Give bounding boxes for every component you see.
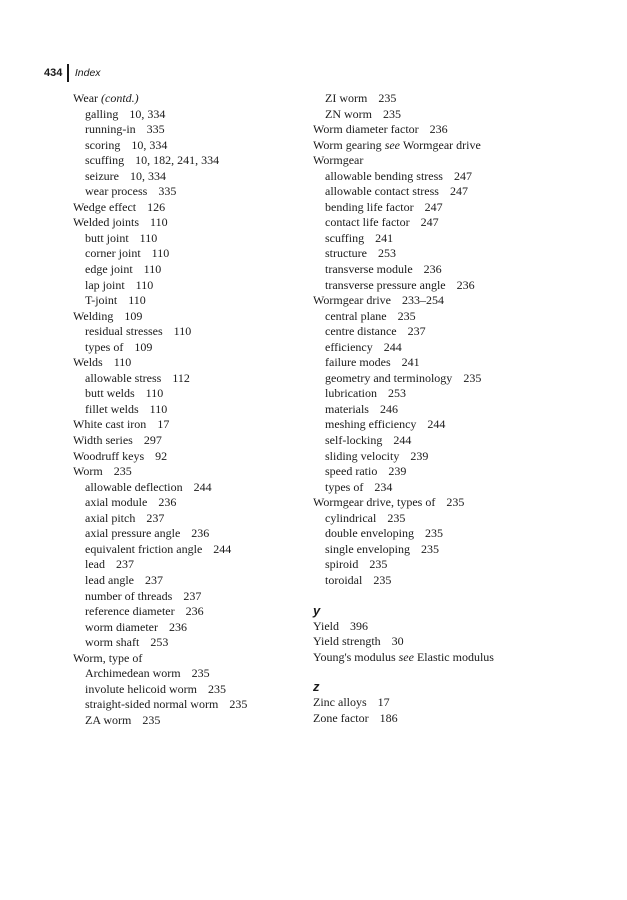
entry-term: single enveloping xyxy=(325,541,410,556)
entry-term: Zone factor xyxy=(313,710,369,725)
index-entry xyxy=(73,651,313,667)
index-subentry xyxy=(73,246,313,262)
entry-term: axial pitch xyxy=(85,510,136,525)
entry-pages: 110 xyxy=(135,277,154,292)
entry-term: efficiency xyxy=(325,339,373,354)
entry-pages: 235 xyxy=(387,510,406,525)
index-subentry xyxy=(73,324,313,340)
index-subentry xyxy=(73,184,313,200)
index-subentry xyxy=(313,480,603,496)
index-subentry xyxy=(313,371,603,387)
index-subentry xyxy=(73,122,313,138)
entry-term: lap joint xyxy=(85,277,125,292)
page-number: 434 xyxy=(44,66,63,79)
entry-pages: 110 xyxy=(173,324,192,339)
entry-term: Wormgear xyxy=(313,153,364,168)
index-subentry xyxy=(313,355,603,371)
entry-pages: 246 xyxy=(379,401,398,416)
entry-term: Archimedean worm xyxy=(85,666,181,681)
entry-term: Worm, type of xyxy=(73,650,143,665)
entry-term: structure xyxy=(325,246,367,261)
entry-term: Woodruff keys xyxy=(73,448,145,463)
index-entry xyxy=(73,91,313,107)
entry-pages: 237 xyxy=(146,510,165,525)
entry-pages: 247 xyxy=(449,184,468,199)
index-subentry xyxy=(313,340,603,356)
index-subentry xyxy=(313,309,603,325)
entry-pages: 110 xyxy=(128,293,146,308)
entry-pages: 247 xyxy=(453,168,472,183)
index-subentry xyxy=(313,324,603,340)
index-subentry xyxy=(313,464,603,480)
index-subentry xyxy=(313,417,603,433)
index-entry xyxy=(73,215,313,231)
index-entry xyxy=(313,153,603,169)
entry-term: Worm diameter factor xyxy=(313,122,419,137)
entry-pages: 10, 182, 241, 334 xyxy=(135,153,220,168)
entry-term: residual stresses xyxy=(85,324,163,339)
index-subentry xyxy=(73,542,313,558)
index-subentry xyxy=(73,480,313,496)
entry-term: failure modes xyxy=(325,355,391,370)
entry-term: types of xyxy=(325,479,364,494)
index-entry xyxy=(73,464,313,480)
index-entry xyxy=(73,309,313,325)
index-subentry xyxy=(73,511,313,527)
index-subentry xyxy=(313,107,603,123)
entry-pages: 237 xyxy=(144,572,163,587)
entry-pages: 10, 334 xyxy=(129,168,166,183)
entry-pages: 235 xyxy=(373,572,392,587)
entry-pages: 186 xyxy=(379,710,398,725)
entry-term: White cast iron xyxy=(73,417,147,432)
entry-pages: 235 xyxy=(446,495,465,510)
entry-pages: 110 xyxy=(139,230,158,245)
entry-term: transverse pressure angle xyxy=(325,277,446,292)
entry-pages: 236 xyxy=(191,526,210,541)
index-entry xyxy=(313,138,603,154)
entry-term: Width series xyxy=(73,433,133,448)
entry-pages: 236 xyxy=(158,495,177,510)
entry-pages: 396 xyxy=(350,618,368,633)
entry-term: involute helicoid worm xyxy=(85,681,197,696)
entry-term: ZI worm xyxy=(325,91,368,105)
entry-term: transverse module xyxy=(325,262,413,277)
index-entry xyxy=(313,634,603,650)
entry-pages: 235 xyxy=(229,697,248,712)
see-reference: see xyxy=(398,649,414,664)
index-entry xyxy=(73,200,313,216)
entry-term: seizure xyxy=(85,168,119,183)
entry-pages: 236 xyxy=(185,604,204,619)
entry-term: self-locking xyxy=(325,433,383,448)
entry-term: Young's modulus xyxy=(313,649,396,664)
entry-pages: 109 xyxy=(134,339,153,354)
entry-term: T-joint xyxy=(85,293,118,308)
entry-term: allowable stress xyxy=(85,370,162,385)
entry-term: meshing efficiency xyxy=(325,417,417,432)
index-subentry xyxy=(73,231,313,247)
entry-term: butt welds xyxy=(85,386,135,401)
index-subentry xyxy=(73,262,313,278)
index-subentry xyxy=(313,557,603,573)
letter-heading: z xyxy=(313,679,320,695)
index-subentry xyxy=(313,262,603,278)
entry-term: lubrication xyxy=(325,386,377,401)
index-subentry xyxy=(73,526,313,542)
index-subentry xyxy=(73,386,313,402)
index-subentry xyxy=(73,340,313,356)
index-subentry xyxy=(313,169,603,185)
entry-term: ZN worm xyxy=(325,106,372,121)
entry-term: geometry and terminology xyxy=(325,370,453,385)
index-entry xyxy=(73,355,313,371)
entry-pages: 235 xyxy=(397,308,416,323)
index-subentry xyxy=(313,231,603,247)
entry-pages: 236 xyxy=(423,262,442,277)
section-spacer xyxy=(313,589,603,603)
index-subentry xyxy=(313,433,603,449)
index-subentry xyxy=(73,620,313,636)
entry-pages: 237 xyxy=(116,557,134,572)
see-target: Wormgear drive xyxy=(402,137,481,152)
entry-pages: 110 xyxy=(143,262,162,277)
entry-pages: 241 xyxy=(375,230,394,245)
entry-term: edge joint xyxy=(85,262,133,277)
entry-pages: 239 xyxy=(388,464,407,479)
entry-pages: 237 xyxy=(183,588,202,603)
entry-term: speed ratio xyxy=(325,464,378,479)
entry-term: centre distance xyxy=(325,324,397,339)
index-subentry xyxy=(313,526,603,542)
entry-term: Wedge effect xyxy=(73,199,137,214)
entry-pages: 235 xyxy=(463,370,482,385)
index-entry xyxy=(73,417,313,433)
entry-continued: (contd.) xyxy=(101,91,139,105)
index-subentry xyxy=(73,402,313,418)
entry-pages: 236 xyxy=(456,277,475,292)
entry-term: axial pressure angle xyxy=(85,526,181,541)
letter-heading: y xyxy=(313,602,321,618)
index-entry xyxy=(313,122,603,138)
entry-pages: 235 xyxy=(378,91,397,105)
index-subentry xyxy=(73,371,313,387)
entry-term: scuffing xyxy=(85,153,125,168)
entry-term: axial module xyxy=(85,495,148,510)
entry-pages: 109 xyxy=(124,308,143,323)
entry-pages: 335 xyxy=(146,122,165,137)
see-target: Elastic modulus xyxy=(416,649,494,664)
entry-pages: 110 xyxy=(151,246,170,261)
index-subentry xyxy=(73,604,313,620)
entry-term: galling xyxy=(85,106,119,121)
entry-term: Wormgear drive xyxy=(313,293,391,308)
entry-pages: 110 xyxy=(145,386,164,401)
index-subentry xyxy=(313,246,603,262)
entry-term: fillet welds xyxy=(85,401,139,416)
entry-term: allowable bending stress xyxy=(325,168,443,183)
entry-term: ZA worm xyxy=(85,712,132,727)
entry-term: bending life factor xyxy=(325,199,414,214)
entry-term: lead xyxy=(85,557,105,572)
entry-term: lead angle xyxy=(85,572,134,587)
entry-pages: 235 xyxy=(424,526,443,541)
entry-pages: 244 xyxy=(213,541,232,556)
entry-pages: 17 xyxy=(377,695,390,710)
entry-pages: 233–254 xyxy=(402,293,444,308)
entry-term: corner joint xyxy=(85,246,141,261)
entry-term: butt joint xyxy=(85,230,129,245)
entry-term: running-in xyxy=(85,122,136,137)
entry-pages: 247 xyxy=(420,215,439,230)
entry-pages: 244 xyxy=(393,433,412,448)
entry-term: Yield xyxy=(313,618,339,633)
entry-pages: 235 xyxy=(113,464,132,479)
entry-term: allowable contact stress xyxy=(325,184,439,199)
entry-term: straight-sided normal worm xyxy=(85,697,219,712)
entry-term: equivalent friction angle xyxy=(85,541,203,556)
index-column-left xyxy=(73,91,313,728)
entry-pages: 235 xyxy=(191,666,210,681)
entry-pages: 234 xyxy=(374,479,393,494)
index-subentry xyxy=(313,184,603,200)
entry-term: scuffing xyxy=(325,230,365,245)
entry-pages: 335 xyxy=(158,184,177,199)
entry-term: double enveloping xyxy=(325,526,414,541)
entry-pages: 244 xyxy=(193,479,212,494)
entry-pages: 10, 334 xyxy=(129,106,166,121)
entry-pages: 17 xyxy=(157,417,170,432)
entry-pages: 235 xyxy=(142,712,161,727)
index-subentry xyxy=(313,91,603,107)
index-subentry xyxy=(313,573,603,589)
index-subentry xyxy=(313,542,603,558)
index-entry xyxy=(313,650,603,666)
entry-pages: 110 xyxy=(150,215,168,230)
index-subentry xyxy=(73,682,313,698)
section-spacer xyxy=(313,665,603,679)
entry-term: allowable deflection xyxy=(85,479,183,494)
entry-pages: 244 xyxy=(427,417,446,432)
entry-pages: 235 xyxy=(420,541,439,556)
entry-pages: 10, 334 xyxy=(131,137,168,152)
index-subentry xyxy=(73,713,313,729)
entry-pages: 236 xyxy=(168,619,187,634)
entry-pages: 247 xyxy=(424,199,443,214)
index-subentry xyxy=(73,573,313,589)
entry-term: Welds xyxy=(73,355,103,370)
entry-pages: 110 xyxy=(149,401,168,416)
index-subentry xyxy=(73,557,313,573)
index-subentry xyxy=(73,153,313,169)
index-subentry xyxy=(73,666,313,682)
index-subentry xyxy=(73,635,313,651)
entry-term: central plane xyxy=(325,308,387,323)
entry-pages: 236 xyxy=(429,122,448,137)
entry-pages: 241 xyxy=(401,355,420,370)
entry-term: contact life factor xyxy=(325,215,410,230)
entry-pages: 237 xyxy=(407,324,426,339)
entry-pages: 297 xyxy=(143,433,162,448)
entry-pages: 235 xyxy=(207,681,226,696)
entry-term: Wear xyxy=(73,91,99,105)
index-entry xyxy=(313,711,603,727)
index-subentry xyxy=(73,697,313,713)
entry-term: Yield strength xyxy=(313,634,381,649)
entry-pages: 253 xyxy=(150,635,169,650)
index-column-right xyxy=(313,91,603,726)
entry-term: Zinc alloys xyxy=(313,695,367,710)
entry-term: worm shaft xyxy=(85,635,140,650)
entry-pages: 253 xyxy=(377,246,396,261)
index-subentry xyxy=(313,511,603,527)
entry-term: sliding velocity xyxy=(325,448,400,463)
index-entry xyxy=(313,695,603,711)
index-entry xyxy=(73,433,313,449)
index-subentry xyxy=(73,278,313,294)
index-entry xyxy=(313,495,603,511)
entry-pages: 235 xyxy=(383,106,401,121)
entry-term: number of threads xyxy=(85,588,173,603)
index-entry xyxy=(73,449,313,465)
entry-term: Worm xyxy=(73,464,103,479)
section-title: Index xyxy=(74,66,101,79)
index-subentry xyxy=(73,293,313,309)
entry-pages: 244 xyxy=(383,339,402,354)
see-reference: see xyxy=(384,137,401,152)
index-subentry xyxy=(313,200,603,216)
index-subentry xyxy=(73,138,313,154)
entry-term: toroidal xyxy=(325,572,363,587)
running-header xyxy=(44,64,101,81)
index-entry xyxy=(313,293,603,309)
entry-pages: 112 xyxy=(172,370,190,385)
entry-pages: 30 xyxy=(391,634,404,649)
entry-term: Wormgear drive, types of xyxy=(313,495,436,510)
entry-term: spiroid xyxy=(325,557,359,572)
entry-term: Welding xyxy=(73,308,114,323)
index-subentry xyxy=(313,402,603,418)
entry-term: worm diameter xyxy=(85,619,158,634)
index-subentry xyxy=(313,215,603,231)
index-subentry xyxy=(73,107,313,123)
index-subentry xyxy=(313,449,603,465)
entry-term: Worm gearing xyxy=(313,137,382,152)
entry-term: scoring xyxy=(85,137,121,152)
entry-pages: 253 xyxy=(387,386,406,401)
index-subentry xyxy=(73,495,313,511)
index-subentry xyxy=(73,169,313,185)
index-subentry xyxy=(73,589,313,605)
entry-term: reference diameter xyxy=(85,604,175,619)
entry-term: materials xyxy=(325,401,369,416)
entry-pages: 92 xyxy=(155,448,168,463)
entry-pages: 110 xyxy=(113,355,132,370)
entry-term: Welded joints xyxy=(73,215,140,230)
index-subentry xyxy=(313,386,603,402)
entry-term: wear process xyxy=(85,184,148,199)
entry-term: cylindrical xyxy=(325,510,377,525)
entry-pages: 235 xyxy=(369,557,388,572)
entry-pages: 239 xyxy=(410,448,429,463)
entry-pages: 126 xyxy=(147,199,166,214)
entry-term: types of xyxy=(85,339,124,354)
index-entry xyxy=(313,619,603,635)
index-subentry xyxy=(313,278,603,294)
